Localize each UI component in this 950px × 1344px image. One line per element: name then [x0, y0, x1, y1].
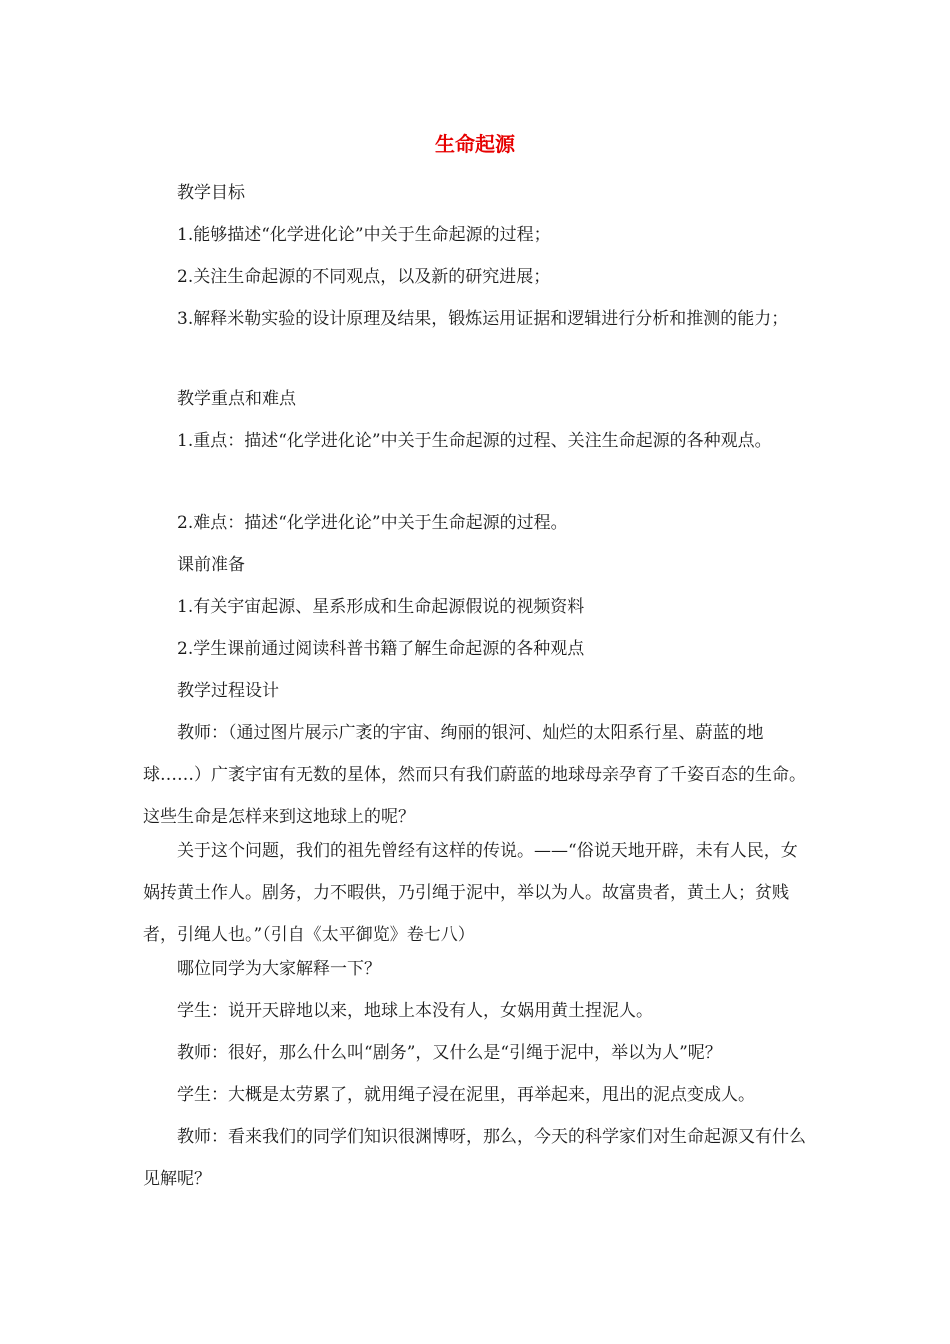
preparation-item-1: 1.有关宇宙起源、星系形成和生命起源假说的视频资料	[177, 597, 585, 617]
process-paragraph-student-2: 学生：大概是太劳累了，就用绳子浸在泥里，再举起来，甩出的泥点变成人。	[177, 1085, 755, 1105]
heading-preparation: 课前准备	[177, 555, 245, 575]
process-paragraph-teacher-intro: 教师：（通过图片展示广袤的宇宙、绚丽的银河、灿烂的太阳系行星、蔚蓝的地球……）广袤宇宙有无数的星体，然而只有我们蔚蓝的地球母亲孕育了千姿百态的生命。这些生命是怎样来到这地球上的呢？	[143, 723, 806, 827]
heading-process: 教学过程设计	[177, 681, 279, 701]
goal-item-1: 1.能够描述“化学进化论”中关于生命起源的过程；	[177, 225, 551, 245]
document-title: 生命起源	[435, 132, 515, 156]
process-paragraph-legend: 关于这个问题，我们的祖先曾经有这样的传说。——“俗说天地开辟，未有人民，女娲抟黄土作人。剧务，力不暇供，乃引绳于泥中，举以为人。故富贵者，黄土人；贫贱者，引绳人也。”（引自《太平御览》卷七八）	[143, 841, 798, 945]
goal-item-3: 3.解释米勒实验的设计原理及结果，锻炼运用证据和逻辑进行分析和推测的能力；	[177, 309, 789, 329]
process-paragraph-student-1: 学生：说开天辟地以来，地球上本没有人，女娲用黄土捏泥人。	[177, 1001, 653, 1021]
process-paragraph-teacher-3: 教师：看来我们的同学们知识很渊博呀，那么，今天的科学家们对生命起源又有什么见解呢？	[143, 1127, 806, 1189]
key-point-1: 1.重点：描述“化学进化论”中关于生命起源的过程、关注生命起源的各种观点。	[177, 431, 772, 451]
key-point-2: 2.难点：描述“化学进化论”中关于生命起源的过程。	[177, 513, 568, 533]
goal-item-2: 2.关注生命起源的不同观点，以及新的研究进展；	[177, 267, 551, 287]
process-paragraph-teacher-2: 教师：很好，那么什么叫“剧务”，又什么是“引绳于泥中，举以为人”呢？	[177, 1043, 722, 1063]
preparation-item-2: 2.学生课前通过阅读科普书籍了解生命起源的各种观点	[177, 639, 585, 659]
heading-teaching-goals: 教学目标	[177, 183, 245, 203]
process-paragraph-question: 哪位同学为大家解释一下？	[177, 959, 381, 979]
heading-key-points: 教学重点和难点	[177, 389, 296, 409]
